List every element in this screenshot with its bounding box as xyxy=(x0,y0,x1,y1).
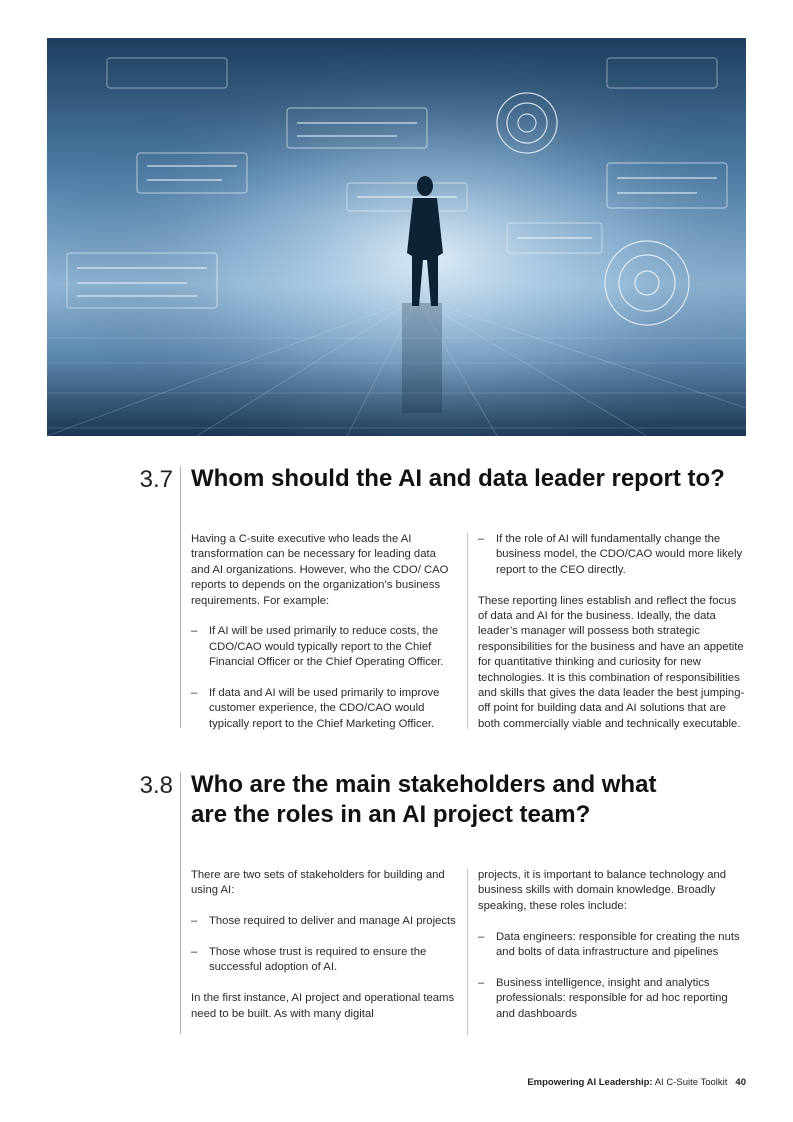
section-title-3-8-line-1: Who are the main stakeholders and what xyxy=(191,771,657,798)
list-item xyxy=(478,532,748,578)
hero-image xyxy=(47,38,746,436)
footer-title-bold: Empowering AI Leadership: xyxy=(527,1077,653,1088)
list-item-text: Those required to deliver and manage AI projects xyxy=(209,915,456,928)
list-item-text: Those whose trust is required to ensure the successful adoption of AI. xyxy=(209,946,427,974)
list-item xyxy=(191,686,457,732)
list-item-text: If data and AI will be used primarily to improve customer experience, the CDO/CAO would typically report to the Chief Marketing Officer. xyxy=(209,687,440,730)
list-item-text: Business intelligence, insight and analytics professionals: responsible for ad hoc reporting and dashboards xyxy=(496,976,728,1020)
section-title-3-8 xyxy=(191,770,751,830)
bullet-dash: – xyxy=(478,533,485,545)
list-item-text: If AI will be used primarily to reduce costs, the CDO/CAO would typically report to the Chief Financial Officer or the Chief Operating Officer. xyxy=(209,625,444,669)
section-3-7-left-column xyxy=(191,532,457,732)
section-3-7-intro: Having a C-suite executive who leads the AI transformation can be necessary for leading data and AI organizations. However, who the CDO/ CAO reports to depends on the organization’s business requirements. For example: xyxy=(191,533,449,607)
section-3-7-paragraph: These reporting lines establish and reflect the focus of data and AI for the business. Ideally, the data leader’s manager will possess both strategic responsibilities for the business and have an appetite for quantitative thinking and curiosity for new technologies. It is this combination of responsibilities and skills that gives the data leader the best jumping-off point for building data and AI solutions that are both commercially viable and technically executable. xyxy=(478,594,745,730)
section-3-8-paragraph: In the first instance, AI project and operational teams need to be built. As with many digital xyxy=(191,992,455,1020)
section-title-3-7: Whom should the AI and data leader report to? xyxy=(191,465,725,492)
list-item xyxy=(478,976,748,1022)
section-3-8-right-column xyxy=(478,868,748,1022)
list-item xyxy=(191,945,457,976)
section-title-3-8-line-2: are the roles in an AI project team? xyxy=(191,801,591,828)
hero-illustration xyxy=(47,38,746,436)
section-number-3-7: 3.7 xyxy=(139,466,173,493)
column-divider-3-7 xyxy=(467,533,468,729)
bullet-dash: – xyxy=(191,687,198,700)
list-item xyxy=(191,624,457,670)
list-item xyxy=(478,930,748,961)
page-footer xyxy=(527,1077,746,1088)
page-number: 40 xyxy=(735,1077,746,1088)
bullet-dash: – xyxy=(191,915,198,928)
section-3-7-right-column xyxy=(478,532,748,732)
section-divider-3-7 xyxy=(180,466,181,728)
bullet-dash: – xyxy=(191,625,198,638)
list-item-text: Data engineers: responsible for creating the nuts and bolts of data infrastructure and pipelines xyxy=(496,930,740,959)
section-divider-3-8 xyxy=(180,772,181,1034)
footer-title-rest: AI C-Suite Toolkit xyxy=(652,1077,728,1088)
column-divider-3-8 xyxy=(467,869,468,1035)
bullet-dash: – xyxy=(478,930,485,943)
list-item-text: If the role of AI will fundamentally change the business model, the CDO/CAO would more likely report to the CEO directly. xyxy=(496,533,743,576)
section-3-8-paragraph-continued: projects, it is important to balance technology and business skills with domain knowledge. Broadly speaking, these roles include: xyxy=(478,869,727,912)
bullet-dash: – xyxy=(191,946,198,958)
section-3-8-intro: There are two sets of stakeholders for building and using AI: xyxy=(191,869,445,897)
section-number-3-8: 3.8 xyxy=(139,772,173,799)
bullet-dash: – xyxy=(478,976,485,989)
list-item xyxy=(191,914,457,929)
section-3-8-left-column xyxy=(191,868,457,1022)
